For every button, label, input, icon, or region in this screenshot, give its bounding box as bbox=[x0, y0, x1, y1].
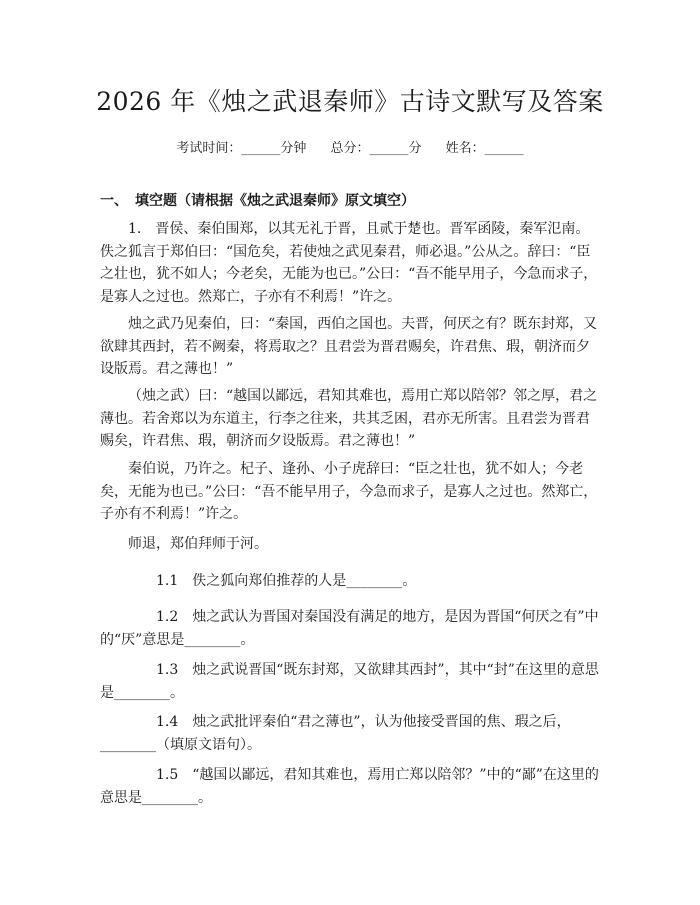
exam-time: 考试时间：______分钟 bbox=[176, 141, 307, 156]
passage-paragraph: （烛之武）曰：“越国以鄙远，君知其难也，焉用亡郑以陪邻？邻之厚，君之薄也。若舍郑以为东道主，行李之往来，共其乏困，君亦无所害。且君尝为晋君赐矣，许君焦、瑕，朝济而夕设版焉。君之薄也！” bbox=[100, 388, 598, 449]
question-item: 1.4 烛之武批评秦伯“君之薄也”，认为他接受晋国的焦、瑕之后，________（填原文语句）。 bbox=[100, 714, 571, 753]
passage-paragraph: 秦伯说，乃许之。杞子、逢孙、小子虎辞曰：“臣之壮也，犹不如人；今老矣，无能为也已。”公曰：“吾不能早用子，今急而求子，是寡人之过也。然郑亡，子亦有不利焉！”许之。 bbox=[100, 461, 598, 522]
question-item: 1.2 烛之武认为晋国对秦国没有满足的地方，是因为晋国“何厌之有”中的“厌”意思是________。 bbox=[100, 609, 599, 648]
question-item: 1.3 烛之武说晋国“既东封郑，又欲肆其西封”，其中“封”在这里的意思是________。 bbox=[100, 662, 599, 701]
page-title: 2026 年《烛之武退秦师》古诗文默写及答案 bbox=[96, 87, 604, 116]
exam-score: 总分：______分 bbox=[330, 141, 422, 156]
student-name: 姓名：______ bbox=[445, 141, 524, 156]
question-item: 1.1 佚之狐向郑伯推荐的人是________。 bbox=[156, 573, 417, 589]
exam-meta bbox=[0, 137, 700, 156]
passage-paragraph: 1. 晋侯、秦伯围郑，以其无礼于晋，且贰于楚也。晋军函陵，秦军氾南。佚之狐言于郑伯曰：“国危矣，若使烛之武见秦君，师必退。”公从之。辞曰：“臣之壮也，犹不如人；今老矣，无能为也已。”公曰：“吾不能早用子，今急而求子，是寡人之过也。然郑亡，子亦有不利焉！”许之。 bbox=[100, 221, 598, 305]
passage-paragraph: 烛之武乃见秦伯，曰：“秦国，西伯之国也。夫晋，何厌之有？既东封郑，又欲肆其西封，若不阙秦，将焉取之？且君尝为晋君赐矣，许君焦、瑕，朝济而夕设版焉。君之薄也！” bbox=[100, 316, 598, 377]
passage-paragraph: 师退，郑伯拜师于河。 bbox=[128, 536, 268, 552]
section-heading: 一、 填空题（请根据《烛之武退秦师》原文填空） bbox=[100, 193, 415, 209]
question-item: 1.5 “越国以鄙远，君知其难也，焉用亡郑以陪邻？”中的“鄙”在这里的意思是________。 bbox=[100, 767, 599, 806]
